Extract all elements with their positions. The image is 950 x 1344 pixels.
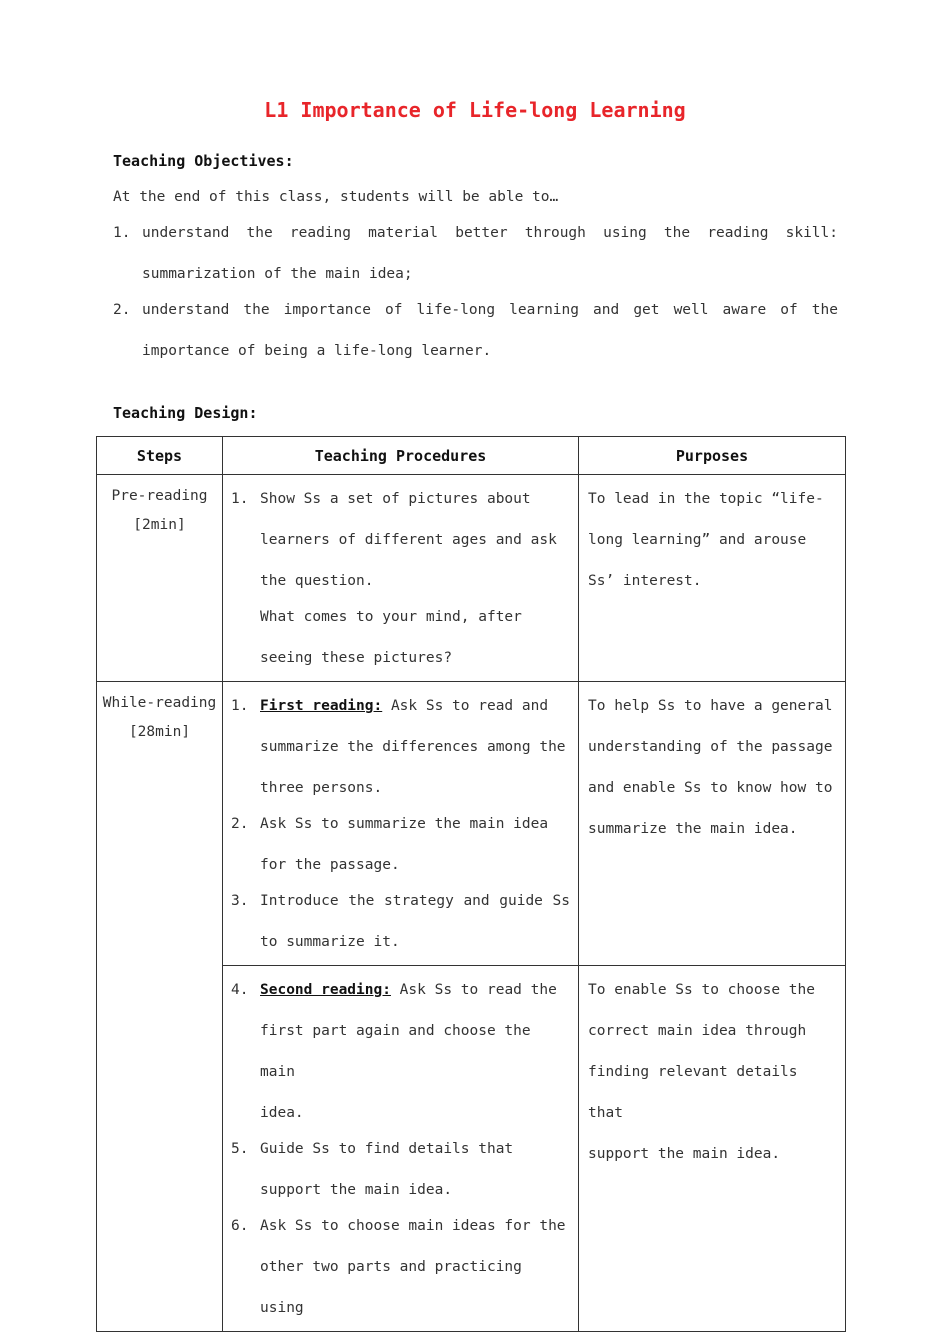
procedure-item [231,1129,570,1211]
procedure-line: for the passage. [260,857,400,873]
procedure-line: Guide Ss to find details that [260,1141,514,1157]
procedure-label: First reading: [260,698,383,714]
procedure-number: 1. [231,698,249,714]
procedure-line: summarize the differences among the [260,739,566,755]
table-row [97,475,846,682]
column-header-purposes: Purposes [579,437,846,475]
purpose-line: finding relevant details that [588,1064,798,1121]
procedure-line: Ask Ss to summarize the main idea [260,816,549,832]
purpose-line: and enable Ss to know how to [588,780,833,796]
purpose-cell [579,475,846,682]
purpose-line: To lead in the topic “life- [588,491,824,507]
procedure-item [231,970,570,1134]
procedure-line: first part again and choose the main [260,1023,531,1080]
step-name: Pre-reading [111,488,208,504]
purpose-cell [579,682,846,966]
step-cell [97,682,223,1332]
objectives-heading: Teaching Objectives: [113,152,294,170]
procedure-line: Introduce the strategy and guide Ss [260,893,570,909]
procedure-line: other two parts and practicing using [260,1259,522,1316]
procedure-question-line: What comes to your mind, after [260,609,522,625]
procedure-line: Show Ss a set of pictures about [260,491,531,507]
procedure-line: Ask Ss to read the [390,982,557,998]
objective-text-line: importance of being a life-long learner. [142,343,492,359]
procedure-item [231,686,570,809]
objectives-list [113,213,838,372]
procedure-label: Second reading: [260,982,391,998]
objective-text-line: summarization of the main idea; [142,266,413,282]
procedure-line: Ask Ss to choose main ideas for the [260,1218,566,1234]
column-header-steps: Steps [97,437,223,475]
procedure-line: idea. [260,1105,304,1121]
procedures-cell [223,682,579,966]
purpose-line: correct main idea through [588,1023,807,1039]
procedure-line: Ask Ss to read and [382,698,549,714]
objective-text-line: understand the importance of life-long learning and get well aware of the [142,302,838,318]
procedure-item [231,479,570,602]
purpose-cell [579,966,846,1332]
procedure-number: 1. [231,491,249,507]
objective-number: 2. [113,302,131,318]
column-header-procedures: Teaching Procedures [223,437,579,475]
step-time: [2min] [133,517,186,533]
procedure-item [231,881,570,963]
procedure-number: 5. [231,1141,249,1157]
procedure-number: 2. [231,816,249,832]
purpose-line: understanding of the passage [588,739,833,755]
objective-text-line: understand the reading material better through using the reading skill: [142,225,838,241]
objective-item [113,290,838,372]
purpose-line: Ss’ interest. [588,573,702,589]
objective-number: 1. [113,225,131,241]
procedure-line: the question. [260,573,374,589]
table-row [97,682,846,966]
step-cell [97,475,223,682]
procedures-cell [223,475,579,682]
purpose-line: summarize the main idea. [588,821,798,837]
procedure-item [231,1206,570,1329]
procedure-line: learners of different ages and ask [260,532,557,548]
step-name: While-reading [102,695,217,711]
teaching-design-table [96,436,846,1332]
design-heading: Teaching Design: [113,404,258,422]
procedure-number: 3. [231,893,249,909]
procedure-number: 6. [231,1218,249,1234]
purpose-line: To enable Ss to choose the [588,982,815,998]
page-title: L1 Importance of Life-long Learning [264,98,686,122]
procedures-cell [223,966,579,1332]
procedure-line: three persons. [260,780,383,796]
purpose-line: To help Ss to have a general [588,698,833,714]
procedure-number: 4. [231,982,249,998]
procedure-line: support the main idea. [260,1182,453,1198]
objectives-intro: At the end of this class, students will be able to… [113,189,559,205]
procedure-item [231,804,570,886]
objective-item [113,213,838,295]
purpose-line: long learning” and arouse [588,532,807,548]
step-time: [28min] [128,724,191,740]
procedure-question-line: seeing these pictures? [260,650,453,666]
procedure-line: to summarize it. [260,934,400,950]
purpose-line: support the main idea. [588,1146,781,1162]
table-header-row [97,437,846,475]
